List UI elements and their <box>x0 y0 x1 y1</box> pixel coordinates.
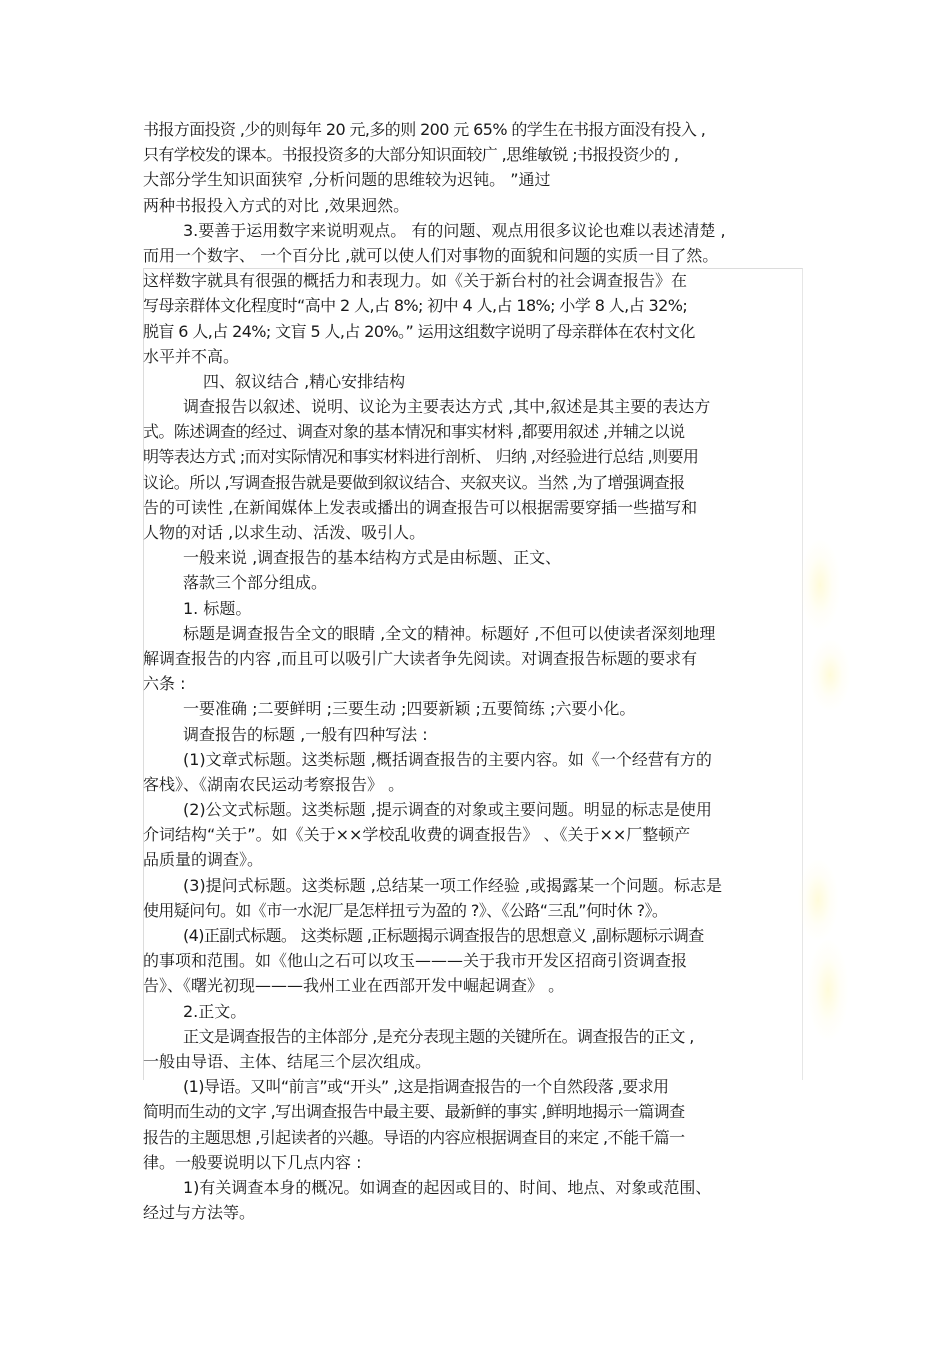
text-line: 一般来说 ,调查报告的基本结构方式是由标题、正文、 <box>183 548 562 568</box>
text-line: 一要准确 ;二要鲜明 ;三要生动 ;四要新颖 ;五要简练 ;六要小化。 <box>183 699 636 719</box>
text-line: 告》、《曙光初现———我州工业在西部开发中崛起调查》 。 <box>143 976 565 996</box>
text-line: 正文是调查报告的主体部分 ,是充分表现主题的关键所在。调查报告的正文 , <box>183 1026 694 1046</box>
text-line: 书报方面投资 ,少的则每年 20 元,多的则 200 元 65% 的学生在书报方面没有投入 , <box>143 120 706 139</box>
text-line: 1)有关调查本身的概况。如调查的起因或目的、时间、地点、对象或范围、 <box>183 1177 712 1197</box>
text-line: 两种书报投入方式的对比 ,效果迥然。 <box>143 195 410 215</box>
body-text <box>143 117 805 1225</box>
text-line: 一般由导语、主体、结尾三个层次组成。 <box>143 1051 432 1071</box>
text-line: 介词结构“关于”。如《关于××学校乱收费的调查报告》 、《关于××厂整顿产 <box>143 825 691 845</box>
text-line: 式。陈述调查的经过、调查对象的基本情况和事实材料 ,都要用叙述 ,并辅之以说 <box>143 422 685 442</box>
text-line: 六条 : <box>143 674 186 694</box>
text-line: 四、叙议结合 ,精心安排结构 <box>203 371 406 391</box>
text-line: (1)文章式标题。这类标题 ,概括调查报告的主要内容。如《一个经营有方的 <box>183 749 712 769</box>
text-line: 告的可读性 ,在新闻媒体上发表或播出的调查报告可以根据需要穿插一些描写和 <box>143 497 698 517</box>
text-line: 这样数字就具有很强的概括力和表现力。如《关于新台村的社会调查报告》在 <box>143 271 688 291</box>
text-line: 只有学校发的课本。书报投资多的大部分知识面较广 ,思维敏锐 ;书报投资少的 , <box>143 145 679 165</box>
text-line: 律。一般要说明以下几点内容 : <box>143 1152 362 1172</box>
text-line: 大部分学生知识面狭窄 ,分析问题的思维较为迟钝。 ”通过 <box>143 170 551 190</box>
text-line: 报告的主题思想 ,引起读者的兴趣。导语的内容应根据调查目的来定 ,不能千篇一 <box>143 1127 685 1147</box>
text-line: (3)提问式标题。这类标题 ,总结某一项工作经验 ,或揭露某一个问题。标志是 <box>183 875 723 895</box>
text-line: 脱盲 6 人,占 24%; 文盲 5 人,占 20%。” 运用这组数字说明了母亲群体在农村文化 <box>143 321 695 341</box>
text-line: 落款三个部分组成。 <box>183 573 328 593</box>
text-line: 1. 标题。 <box>183 598 252 618</box>
scan-highlight-blob <box>808 940 848 1040</box>
text-line: 经过与方法等。 <box>143 1203 256 1223</box>
text-line: 而用一个数字、 一个百分比 ,就可以使人们对事物的面貌和问题的实质一目了然。 <box>143 245 719 265</box>
text-line: 议论。所以 ,写调查报告就是要做到叙议结合、夹叙夹议。当然 ,为了增强调查报 <box>143 472 685 492</box>
text-line: 调查报告以叙述、说明、议论为主要表达方式 ,其中,叙述是其主要的表达方 <box>183 397 711 417</box>
text-line: 写母亲群体文化程度时“高中 2 人,占 8%; 初中 4 人,占 18%; 小学 8 人,占 32%; <box>143 296 688 316</box>
text-line: 客栈》、《湖南农民运动考察报告》 。 <box>143 774 405 794</box>
text-line: (2)公文式标题。这类标题 ,提示调查的对象或主要问题。明显的标志是使用 <box>183 800 712 820</box>
text-line: 明等表达方式 ;而对实际情况和事实材料进行剖析、 归纳 ,对经验进行总结 ,则要用 <box>143 447 699 467</box>
text-line: 水平并不高。 <box>143 346 240 366</box>
text-line: 标题是调查报告全文的眼睛 ,全文的精神。标题好 ,不但可以使读者深刻地理 <box>183 623 716 643</box>
text-line: 3.要善于运用数字来说明观点。 有的问题、观点用很多议论也难以表述清楚 , <box>183 220 726 240</box>
scan-highlight-blob <box>810 640 850 710</box>
text-line: 简明而生动的文字 ,写出调查报告中最主要、最新鲜的事实 ,鲜明地揭示一篇调查 <box>143 1102 685 1122</box>
text-line: 品质量的调查》。 <box>143 850 264 870</box>
text-line: 人物的对话 ,以求生动、活泼、吸引人。 <box>143 523 426 542</box>
text-line: (1)导语。又叫“前言”或“开头” ,这是指调查报告的一个自然段落 ,要求用 <box>183 1077 669 1097</box>
scan-highlight-blob <box>800 540 840 630</box>
text-line: 使用疑问句。如《市一水泥厂是怎样扭亏为盈的 ?》、《公路“三乱”何时休 ?》。 <box>143 900 668 920</box>
text-line: 解调查报告的内容 ,而且可以吸引广大读者争先阅读。对调查报告标题的要求有 <box>143 648 698 668</box>
text-line: 2.正文。 <box>183 1001 247 1021</box>
text-line: 调查报告的标题 ,一般有四种写法 : <box>183 724 428 744</box>
text-line: 的事项和范围。如《他山之石可以攻玉———关于我市开发区招商引资调查报 <box>143 951 688 971</box>
text-line: (4)正副式标题。 这类标题 ,正标题揭示调查报告的思想意义 ,副标题标示调查 <box>183 926 704 945</box>
